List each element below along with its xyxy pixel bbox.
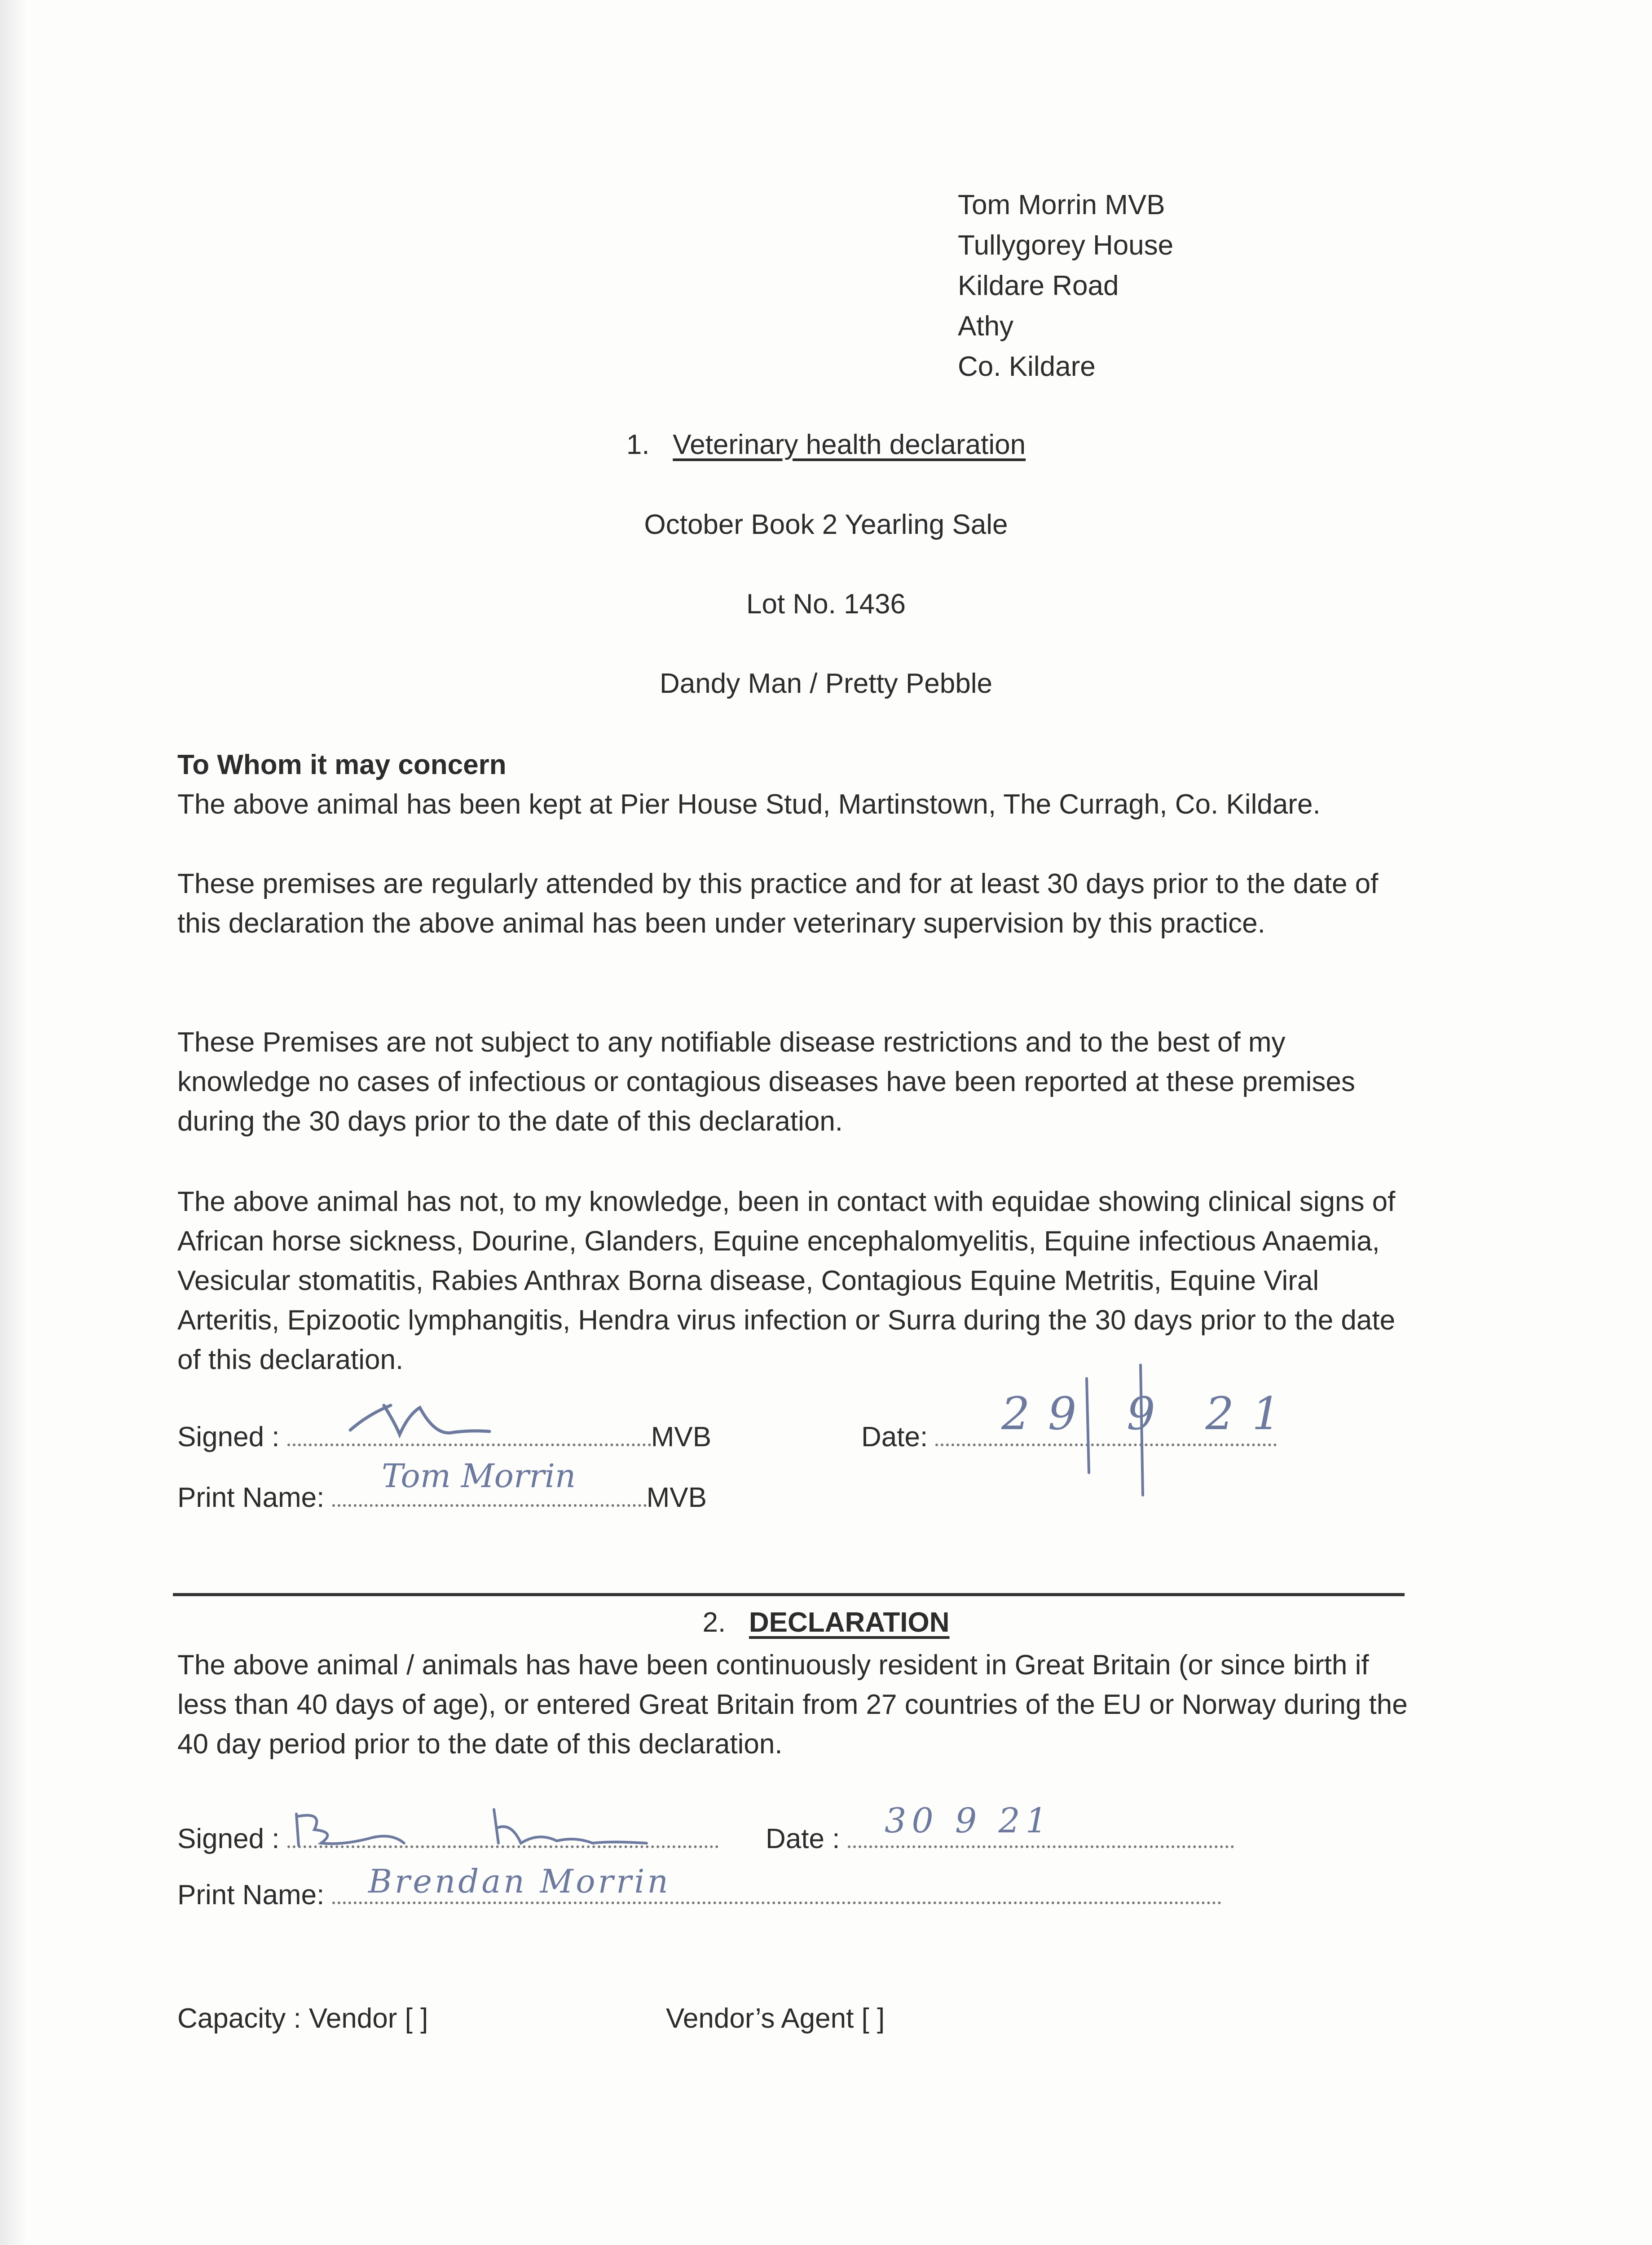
declaration-date-handwriting: 30 9 21 [885,1800,1053,1840]
declaration-print-line [177,1879,1221,1911]
address-line: Tom Morrin MVB [958,189,1165,220]
section1-title: Veterinary health declaration [673,429,1026,460]
section1-number: 1. [626,429,650,460]
paragraph-3: These Premises are not subject to any notifiable disease restrictions and to the best of my knowledge no cases of infectious or contagious diseases have been reported at these premises during the 30 days prior to the date of this declaration. [177,1027,1355,1137]
declaration-signed-label: Signed : [177,1823,280,1854]
declaration-print-handwriting: Brendan Morrin [368,1862,671,1900]
sale-name: October Book 2 Yearling Sale [644,509,1008,540]
vet-signed-dots [287,1435,651,1446]
section2-title: DECLARATION [749,1607,950,1638]
paragraph-1: The above animal has been kept at Pier House Stud, Martinstown, The Curragh, Co. Kildare. [177,789,1321,820]
horse-pedigree: Dandy Man / Pretty Pebble [660,668,992,699]
capacity-vendor-agent: Vendor’s Agent [ ] [666,2003,885,2034]
section-divider [173,1593,1405,1596]
vet-signed-line [177,1421,711,1453]
vet-date-handwriting: 29 9 21 [1001,1387,1299,1440]
vet-print-label: Print Name: [177,1482,325,1513]
capacity-vendor: Capacity : Vendor [ ] [177,2003,428,2034]
address-line: Athy [958,311,1014,342]
declaration-print-label: Print Name: [177,1880,325,1910]
address-block [958,185,1173,387]
address-line: Kildare Road [958,270,1119,301]
vet-signed-suffix: MVB [651,1422,712,1453]
address-line: Tullygorey House [958,230,1174,261]
vet-print-suffix: MVB [646,1482,707,1513]
declaration-signed-dots [287,1836,718,1848]
salutation: To Whom it may concern [177,749,507,780]
address-line: Co. Kildare [958,351,1096,382]
scan-edge-shadow [0,0,27,2245]
section2-heading [0,1607,1652,1638]
section1-heading [0,429,1652,461]
vet-date-label: Date: [861,1422,928,1453]
lot-number: Lot No. 1436 [746,589,906,620]
section2-number: 2. [702,1607,726,1638]
paragraph-4: The above animal has not, to my knowledge, been in contact with equidae showing clinical signs of African horse sickness, Dourine, Glanders, Equine encephalomyelitis, Equine infectious Anaemia, Vesicular stomatitis, Rabies Anthrax Borna disease, Contagious Equine Metritis, Equine Viral Arteritis, Epizootic lymphangitis, Hendra virus infection or Surra during the 30 days prior to the date of this declaration. [177,1186,1396,1375]
vet-print-handwriting: Tom Morrin [382,1457,576,1495]
declaration-date-label: Date : [766,1823,840,1854]
vet-signed-label: Signed : [177,1422,280,1453]
vet-print-dots [332,1495,647,1507]
declaration-signed-line [177,1823,718,1855]
section2-text: The above animal / animals has have been continuously resident in Great Britain (or since birth if less than 40 days of age), or entered Great Britain from 27 countries of the EU or Norway during the 40 day period prior to the date of this declaration. [177,1650,1408,1760]
paragraph-2: These premises are regularly attended by this practice and for at least 30 days prior to the date of this declaration the above animal has been under veterinary supervision by this practice. [177,868,1379,939]
